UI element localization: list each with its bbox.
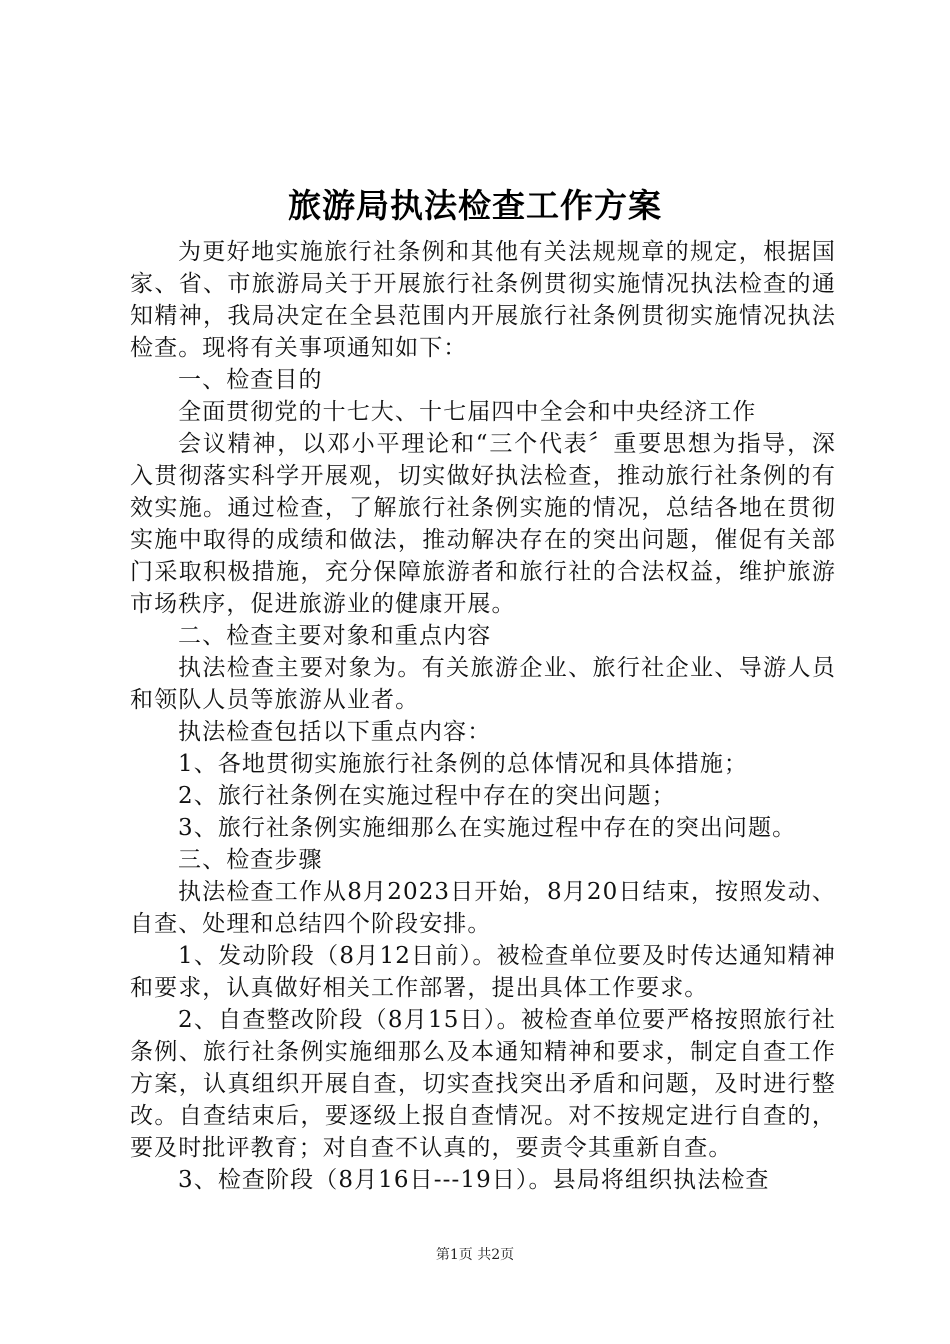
- document-title: 旅游局执法检查工作方案: [288, 186, 662, 225]
- section-heading-steps: 三、检查步骤: [178, 847, 323, 873]
- paragraph-targets: 执法检查主要对象为。有关旅游企业、旅行社企业、导游人员和领队人员等旅游从业者。: [130, 655, 836, 713]
- paragraph-key-content-intro: 执法检查包括以下重点内容：: [178, 719, 492, 745]
- document-body: [130, 236, 836, 1196]
- paragraph-step-self-check: 2、自查整改阶段（8月15日）。被检查单位要严格按照旅行社条例、旅行社条例实施细那么及本通知精神和要求，制定自查工作方案，认真组织开展自查，切实查找突出矛盾和问题，及时进行整改。自查结束后，要逐级上报自查情况。对不按规定进行自查的，要及时批评教育；对自查不认真的，要责令其重新自查。: [130, 1007, 836, 1161]
- section-heading-targets: 二、检查主要对象和重点内容: [178, 623, 492, 649]
- list-item-2: 2、旅行社条例在实施过程中存在的突出问题；: [178, 783, 676, 809]
- list-item-3: 3、旅行社条例实施细那么在实施过程中存在的突出问题。: [178, 815, 797, 841]
- paragraph-purpose-body: 会议精神，以邓小平理论和“三个代表〞重要思想为指导，深入贯彻落实科学开展观，切实做好执法检查，推动旅行社条例的有效实施。通过检查，了解旅行社条例实施的情况，总结各地在贯彻实施中取得的成绩和做法，推动解决存在的突出问题，催促有关部门采取积极措施，充分保障旅游者和旅行社的合法权益，维护旅游市场秩序，促进旅游业的健康开展。: [130, 431, 836, 617]
- section-heading-purpose: 一、检查目的: [178, 367, 323, 393]
- list-item-1: 1、各地贯彻实施旅行社条例的总体情况和具体措施；: [178, 751, 749, 777]
- page-footer: 第1页 共2页: [435, 1247, 515, 1263]
- paragraph-purpose-line: 全面贯彻党的十七大、十七届四中全会和中央经济工作: [178, 399, 757, 425]
- paragraph-steps-intro: 执法检查工作从8月2023日开始，8月20日结束，按照发动、自查、处理和总结四个阶段安排。: [130, 879, 836, 937]
- paragraph-step-mobilize: 1、发动阶段（8月12日前）。被检查单位要及时传达通知精神和要求，认真做好相关工作部署，提出具体工作要求。: [130, 943, 836, 1001]
- paragraph-step-inspection: 3、检查阶段（8月16日---19日）。县局将组织执法检查: [178, 1167, 770, 1193]
- paragraph-intro: 为更好地实施旅行社条例和其他有关法规规章的规定，根据国家、省、市旅游局关于开展旅行社条例贯彻实施情况执法检查的通知精神，我局决定在全县范围内开展旅行社条例贯彻实施情况执法检查。现将有关事项通知如下：: [130, 239, 836, 361]
